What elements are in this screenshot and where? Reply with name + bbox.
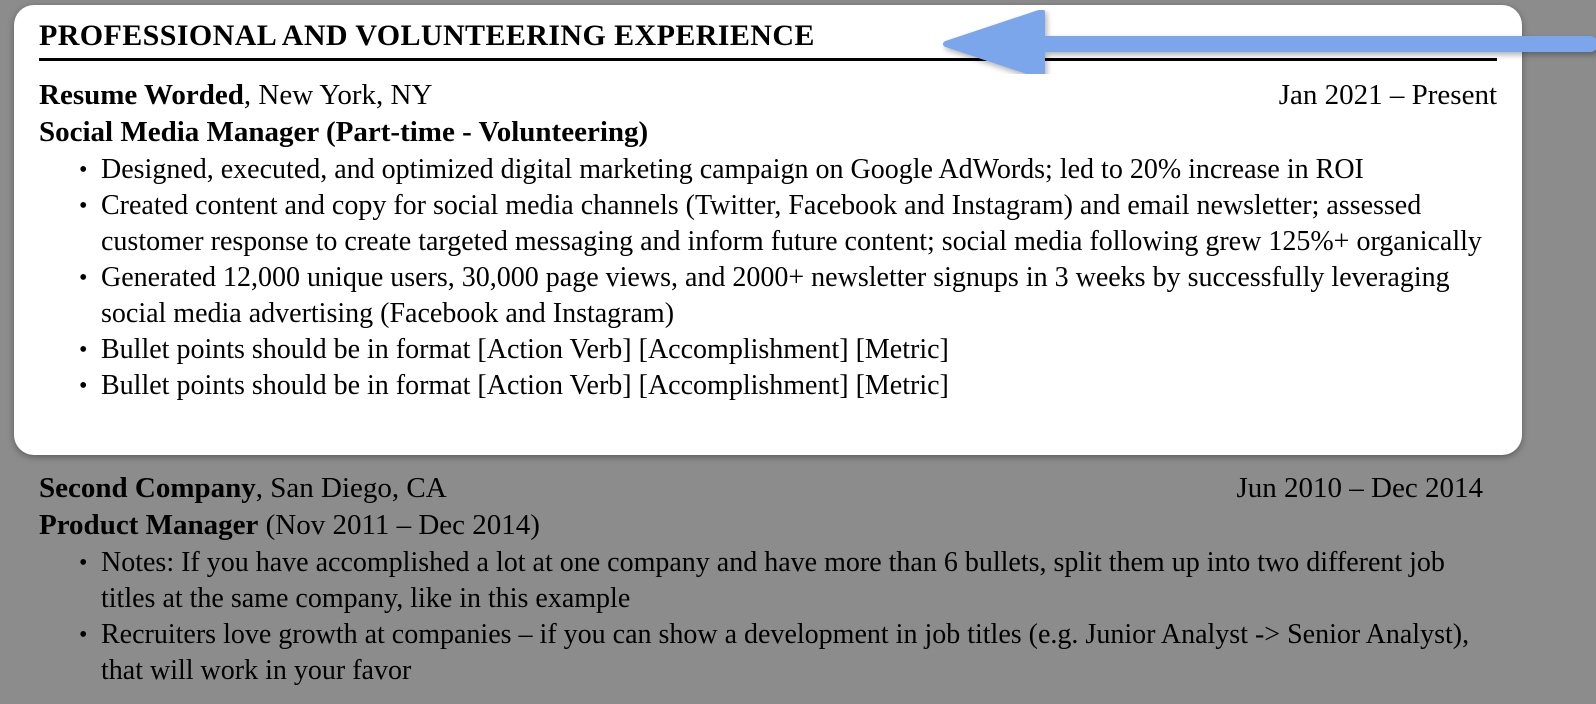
list-item: • Generated 12,000 unique users, 30,000 page views, and 2000+ newsletter signups in 3 weeks by successfully leveraging social media advertising (Facebook and Instagram) (79, 260, 1497, 332)
entry-header-row (39, 470, 1483, 507)
company-location: , New York, NY (243, 79, 433, 111)
company-name: Resume Worded (39, 79, 244, 111)
list-item: • Created content and copy for social media channels (Twitter, Facebook and Instagram) and email newsletter; assessed customer response to create targeted messaging and inform future content; social media following grew 125%+ organically (79, 188, 1497, 260)
job-title-dates: (Nov 2011 – Dec 2014) (258, 509, 540, 541)
entry-header-row (39, 77, 1497, 114)
section-heading (39, 19, 1497, 61)
company-and-location (39, 77, 432, 114)
list-item: • Bullet points should be in format [Action Verb] [Accomplishment] [Metric] (79, 368, 1497, 404)
bullet-list (39, 545, 1483, 689)
list-item: • Bullet points should be in format [Action Verb] [Accomplishment] [Metric] (79, 332, 1497, 368)
entry-dates: Jun 2010 – Dec 2014 (1236, 472, 1483, 504)
list-item: • Designed, executed, and optimized digital marketing campaign on Google AdWords; led to 20% increase in ROI (79, 152, 1497, 188)
entry-dates: Jan 2021 – Present (1278, 79, 1497, 111)
company-and-location (39, 470, 447, 507)
bullet-list (39, 152, 1497, 404)
highlighted-resume-section-card (14, 5, 1522, 455)
list-item: • Notes: If you have accomplished a lot at one company and have more than 6 bullets, split them up into two different job titles at the same company, like in this example (79, 545, 1483, 617)
job-title: Product Manager (39, 509, 259, 541)
list-item: • Recruiters love growth at companies – if you can show a development in job titles (e.g. Junior Analyst -> Senior Analyst), that will work in your favor (79, 617, 1483, 689)
job-title: Social Media Manager (Part-time - Volunteering) (39, 116, 649, 148)
company-name: Second Company (39, 472, 256, 504)
section-heading-text: PROFESSIONAL AND VOLUNTEERING EXPERIENCE (39, 19, 815, 52)
role-line (39, 114, 1497, 150)
role-line (39, 507, 1483, 543)
experience-entry-resume-worded (39, 77, 1497, 404)
company-location: , San Diego, CA (255, 472, 447, 504)
experience-entry-second-company (39, 470, 1483, 689)
